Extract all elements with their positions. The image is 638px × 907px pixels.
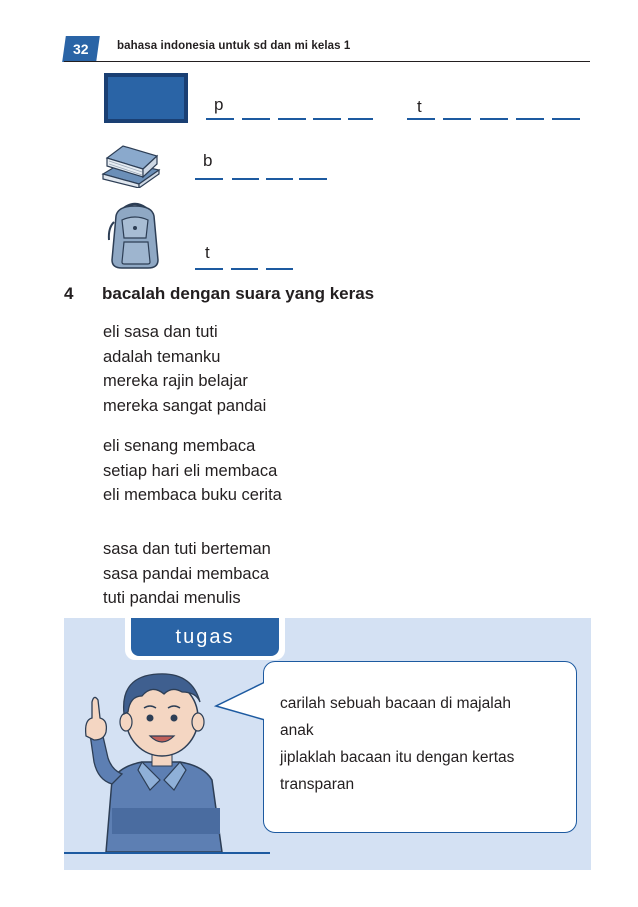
word-first-letter: p [214,95,224,114]
poem-line: setiap hari eli membaca [103,461,278,480]
word-first-letter: b [203,151,213,170]
letter-blank[interactable] [552,118,580,120]
speech-bubble-tail [214,680,268,724]
letter-blank[interactable] [443,118,471,120]
poem-line: mereka sangat pandai [103,396,267,415]
books-icon [99,136,163,188]
letter-blank[interactable] [206,118,234,120]
instruction-line: anak [280,722,314,739]
letter-blank[interactable] [480,118,508,120]
task-instructions [280,690,514,798]
letter-blank[interactable] [231,268,258,270]
poem-line: adalah temanku [103,347,221,366]
instruction-line: jiplaklah bacaan itu dengan kertas [280,749,515,766]
poem-stanza-3 [103,537,271,611]
poem-line: mereka rajin belajar [103,372,248,390]
instruction-line: transparan [280,776,355,793]
book-title: bahasa indonesia untuk sd dan mi kelas 1 [117,40,351,52]
instruction-line: carilah sebuah bacaan di majalah [280,695,511,712]
page-number: 32 [62,36,100,62]
word-first-letter: t [205,243,210,262]
poem-line: eli membaca buku cerita [103,486,282,504]
letter-blank[interactable] [299,178,327,180]
header-divider [64,61,590,62]
task-bottom-rule [64,852,270,854]
letter-blank[interactable] [195,178,223,180]
letter-blank[interactable] [278,118,306,120]
letter-blank[interactable] [242,118,270,120]
letter-blank[interactable] [232,178,259,180]
poem-line: tuti pandai menulis [103,589,241,607]
poem-stanza-1 [103,320,266,418]
poem-line: eli senang membaca [103,437,256,455]
poem-line: sasa pandai membaca [103,564,270,583]
letter-blank[interactable] [195,268,223,270]
letter-blank[interactable] [516,118,544,120]
blackboard-icon [103,72,189,124]
letter-blank[interactable] [266,178,293,180]
letter-blank[interactable] [407,118,435,120]
letter-blank[interactable] [348,118,373,120]
backpack-icon [104,200,166,270]
poem-stanza-2 [103,434,282,508]
poem-line: sasa dan tuti berteman [103,540,271,558]
task-label: tugas [131,618,279,656]
poem-line: eli sasa dan tuti [103,323,218,341]
letter-blank[interactable] [266,268,293,270]
section-heading: bacalah dengan suara yang keras [102,284,375,303]
word-first-letter: t [417,97,422,116]
section-number: 4 [64,284,74,303]
letter-blank[interactable] [313,118,341,120]
